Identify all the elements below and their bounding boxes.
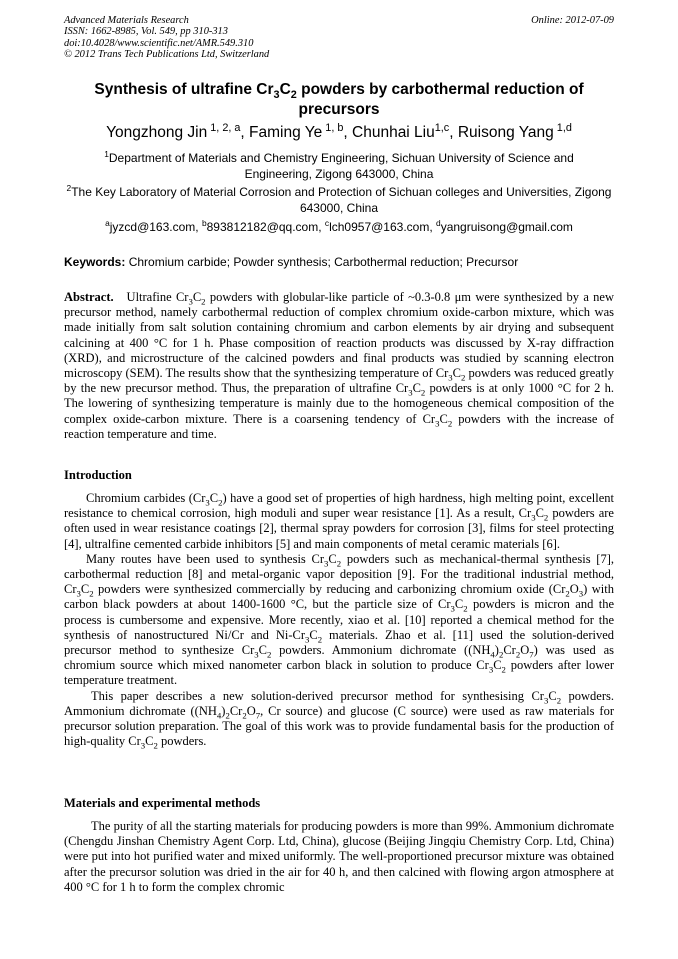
introduction-heading: Introduction [64, 468, 132, 482]
affiliation-2: $^2$The Key Laboratory of Material Corrosion and Protection of Sichuan colleges and Universities, Zigong 643000, China [66, 183, 612, 215]
introduction-section [64, 491, 614, 749]
author: Yongzhong Jin $^{1, 2, a}$, [106, 121, 250, 141]
journal-name: Advanced Materials Research [64, 15, 189, 26]
keywords-text: Chromium carbide; Powder synthesis; Carbothermal reduction; Precursor [125, 255, 519, 269]
author: Ruisong Yang $^{1,d}$ [457, 121, 572, 141]
doi-line: doi:10.4028/www.scientific.net/AMR.549.310 [64, 37, 254, 49]
introduction-paragraph: Many routes have been used to synthesis $Cr_3C_2$ powders such as mechanical-thermal synthesis [7], carbothermal reduction [8] and metal-organic vapor deposition [9]. For the traditional industrial method, $Cr_3C_2$ powders were synthesized commercially by reducing and carbonizing chromium oxide $(Cr_2O_3)$ with carbon black powders at about 1400-1600 °C, but the particle size of $Cr_3C_2$ powders is micron and the process is cumbersome and expensive. More recently, xiao et al. [10] reported a chemical method for the synthesis of nanostructured Ni/Cr and $Ni-Cr_3C_2$ materials. Zhao et al. [11] used the solution-derived precursor method to synthesize $Cr_3C_2$ powders. Ammonium dichromate $((NH_4)_2Cr_2O_7)$ was used as chromium source which mixed nanometer carbon black in solution to produce $Cr_3C_2$ powders after lower temperature treatment. [64, 551, 614, 688]
email: $^d$yangruisong@gmail.com [436, 218, 573, 234]
keywords [64, 254, 624, 270]
author: Faming Ye $^{1, b}$, [249, 121, 353, 141]
online-date: Online: 2012-07-09 [531, 15, 614, 26]
materials-paragraph: The purity of all the starting materials for producing powders is more than 99%. Ammonium dichromate (Chengdu Jinshan Chemistry Agent Corp. Ltd, China), glucose (Beijing Jingqiu Chemistry Corp. Ltd, China) were put into hot purified water and mixed uniformly. The well-proportioned precursor mixture was obtained after the precursor solution was dried in the air for 40 h, and then calcined with flowing argon atmosphere at 400 °C for 1 h to form the complex chromic [64, 819, 614, 894]
abstract-label: Abstract. [64, 290, 114, 304]
email: $^c$lch0957@163.com, [324, 218, 437, 234]
abstract [64, 290, 614, 442]
introduction-paragraph: Chromium carbides $(Cr_3C_2)$ have a good set of properties of high hardness, high melting point, excellent resistance to chemical corrosion, high moduli and super wear resistance [1]. As a result, $Cr_3C_2$ powders are often used in wear resistance coatings [2], thermal spray powders for corrosion [3], films for steel protecting [4], ultralfine cemented carbide inhibitors [5] and main components of metal ceramic materials [6]. [64, 491, 614, 551]
materials-heading: Materials and experimental methods [64, 796, 261, 810]
introduction-paragraph: This paper describes a new solution-derived precursor method for synthesising $Cr_3C_2$ powders. Ammonium dichromate ($(NH_4)_2Cr_2O_7$, Cr source) and glucose (C source) were used as raw materials for precursor solution preparation. The goal of this work was to provide fundamental basis for the production of high-quality $Cr_3C_2$ powders. [64, 688, 614, 751]
abstract-text: Ultrafine $Cr_3C_2$ powders with globular-like particle of ~0.3-0.8 μm were synthesized by a new precursor method, namely carbothermal reduction of complex chromium oxide-carbon mixture, which was made initially from salt solution containing chromium and carbon elements by air drying and subsequent calcining at 400 °C for 1 h. Phase composition of reaction products was discussed by X-ray diffraction (XRD), and microstructure of the calcined powders and final products was studied by scanning electron microscopy (SEM). The results show that the synthesizing temperature of $Cr_3C_2$ powders was reduced greatly by the new precursor method. Thus, the preparation of ultrafine $Cr_3C_2$ powders is at only 1000 °C for 2 h. The lowering of synthesizing temperature is mainly due to the homogeneous chemical composition of the complex oxide-carbon mixture. There is a coarsening tendency of $Cr_3C_2$ powders with the increase of reaction temperature and time. [64, 290, 615, 441]
journal-header [64, 15, 464, 60]
paper-title: Synthesis of ultrafine $Cr_3C_2$ powders by carbothermal reduction of precursors [94, 81, 584, 118]
issn-line: ISSN: 1662-8985, Vol. 549, pp 310-313 [64, 26, 228, 38]
affiliation-1: $^1$Department of Materials and Chemistry Engineering, Sichuan University of Science and Engineering, Zigong 643000, China [104, 149, 574, 181]
materials-section [64, 819, 614, 895]
author-list [40, 123, 638, 143]
keywords-label: Keywords: [64, 255, 126, 269]
author-emails [40, 219, 638, 235]
email: $^a$jyzcd@163.com, [105, 218, 202, 234]
copyright-line: © 2012 Trans Tech Publications Ltd, Switzerland [64, 48, 270, 60]
author: Chunhai Liu$^{1,c}$, [352, 121, 458, 141]
email: $^b$893812182@qq.com, [201, 218, 325, 234]
